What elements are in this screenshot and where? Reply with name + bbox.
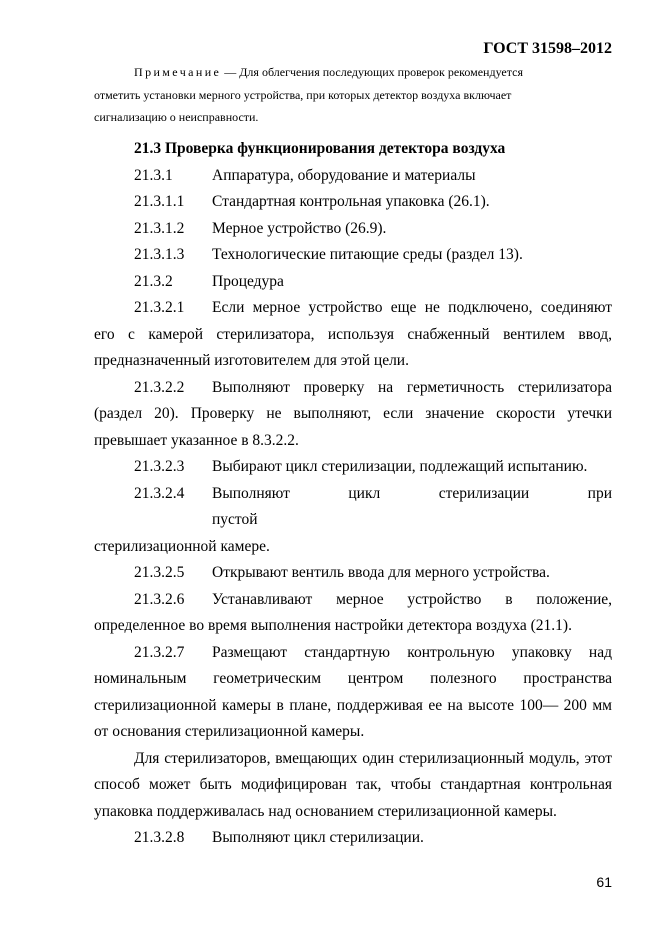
paragraph-line: предназначенный изготовителем для этой цели. xyxy=(94,352,409,369)
paragraph-line: Выполняют цикл стерилизации. xyxy=(212,829,424,846)
item-number: 21.3.2.6 xyxy=(134,590,185,608)
item-text: Аппаратура, оборудование и материалы xyxy=(212,166,476,184)
list-item xyxy=(94,216,612,243)
paragraph xyxy=(94,454,612,481)
paragraph-line: Выбирают цикл стерилизации, подлежащий испытанию. xyxy=(212,458,588,475)
item-number: 21.3.1.2 xyxy=(134,219,185,237)
paragraph-line: стерилизационной камере. xyxy=(94,537,270,555)
list-item xyxy=(94,163,612,190)
item-number: 21.3.1.1 xyxy=(134,193,185,210)
paragraph xyxy=(94,295,612,322)
paragraph-line: от основания стерилизационной камеры. xyxy=(94,723,365,740)
paragraph xyxy=(94,587,612,614)
note-label: Примечание xyxy=(134,65,222,79)
paragraph-line: Размещают стандартную контрольную упаковку над xyxy=(212,643,612,661)
item-number: 21.3.2.8 xyxy=(134,829,185,846)
item-number: 21.3.2.2 xyxy=(134,378,185,396)
item-number: 21.3.2.7 xyxy=(134,643,185,661)
paragraph-line: (раздел 20). Проверку не выполняют, если значение скорости утечки xyxy=(94,405,612,422)
note-block xyxy=(94,61,612,129)
paragraph-line: Если мерное устройство еще не подключено, соединяют xyxy=(212,299,612,316)
paragraph-line: Для стерилизаторов, вмещающих один стерилизационный модуль, этот xyxy=(134,749,612,767)
item-number: 21.3.2 xyxy=(134,272,173,290)
item-number: 21.3.2.1 xyxy=(134,299,185,316)
paragraph-line: стерилизационной камеры в плане, поддерживая ее на высоте 100— 200 мм xyxy=(94,696,612,714)
paragraph xyxy=(94,375,612,402)
note-text-2: отметить установки мерного устройства, при которых детектор воздуха включает xyxy=(94,87,512,102)
paragraph-line: Устанавливают мерное устройство в положение, xyxy=(212,590,612,608)
item-number: 21.3.2.5 xyxy=(134,564,185,581)
paragraph xyxy=(94,560,612,587)
item-text: Процедура xyxy=(212,272,284,290)
item-text: Технологические питающие среды (раздел 13). xyxy=(212,246,523,263)
paragraph-line: упаковка поддерживалась над основанием стерилизационной камеры. xyxy=(94,802,557,820)
item-text: Мерное устройство (26.9). xyxy=(212,219,387,237)
list-item xyxy=(94,269,612,296)
item-number: 21.3.2.4 xyxy=(134,484,185,502)
paragraph xyxy=(94,640,612,667)
note-text-3: сигнализацию о неисправности. xyxy=(94,110,259,124)
paragraph xyxy=(94,481,612,534)
page-number: 61 xyxy=(596,874,612,890)
item-number: 21.3.2.3 xyxy=(134,458,185,475)
paragraph-line: Выполняют проверку на герметичность стерилизатора xyxy=(212,378,612,396)
list-item xyxy=(94,242,612,269)
paragraph xyxy=(94,825,612,852)
paragraph-line: определенное во время выполнения настройки детектора воздуха (21.1). xyxy=(94,617,572,634)
paragraph-line: Открывают вентиль ввода для мерного устройства. xyxy=(212,564,550,581)
list-item xyxy=(94,189,612,216)
item-number: 21.3.1.3 xyxy=(134,246,185,263)
paragraph-line: номинальным геометрическим центром полезного пространства xyxy=(94,670,612,687)
paragraph-line: способ может быть модифицирован так, чтобы стандартная контрольная xyxy=(94,776,612,793)
document-body xyxy=(94,136,612,852)
item-text: Стандартная контрольная упаковка (26.1). xyxy=(212,193,490,210)
note-text-1: — Для облегчения последующих проверок рекомендуется xyxy=(221,65,523,79)
item-number: 21.3.1 xyxy=(134,166,173,184)
section-title: 21.3 Проверка функционирования детектора воздуха xyxy=(134,140,506,157)
paragraph-line: его с камерой стерилизатора, используя снабженный вентилем ввод, xyxy=(94,325,612,343)
document-header: ГОСТ 31598–2012 xyxy=(483,40,612,57)
paragraph-line: Выполняют цикл стерилизации при пустой xyxy=(212,484,612,528)
paragraph-line: превышает указанное в 8.3.2.2. xyxy=(94,431,299,449)
